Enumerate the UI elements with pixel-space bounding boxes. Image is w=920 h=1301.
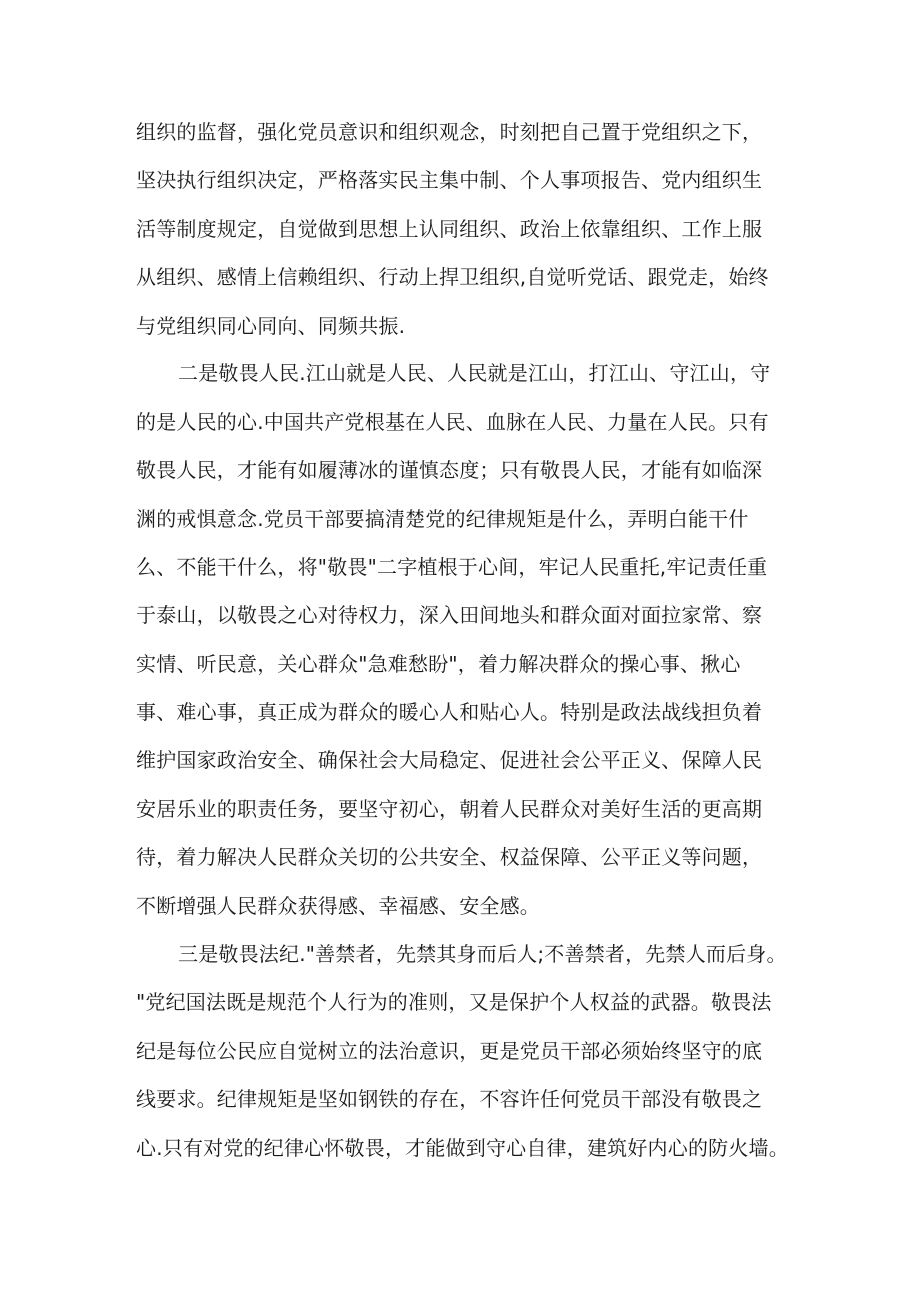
text-line: 不断增强人民群众获得感、幸福感、安全感。 xyxy=(136,894,540,918)
text-line: 与党组织同心同向、同频共振. xyxy=(136,314,406,338)
text-line: "党纪国法既是规范个人行为的准则，又是保护个人权益的武器。敬畏法 xyxy=(136,990,772,1014)
paragraph-start-line: 二是敬畏人民.江山就是人民、人民就是江山，打江山、守江山，守 xyxy=(178,361,771,385)
text-line: 渊的戒惧意念.党员干部要搞清楚党的纪律规矩是什么，弄明白能干什 xyxy=(136,507,749,531)
text-line: 线要求。纪律规矩是坚如钢铁的存在，不容许任何党员干部没有敬畏之 xyxy=(136,1087,763,1111)
text-line: 事、难心事，真正成为群众的暖心人和贴心人。特别是政法战线担负着 xyxy=(136,700,763,724)
text-line: 坚决执行组织决定，严格落实民主集中制、个人事项报告、党内组织生 xyxy=(136,168,763,192)
text-line: 的是人民的心.中国共产党根基在人民、血脉在人民、力量在人民。只有 xyxy=(136,410,769,434)
text-line: 组织的监督，强化党员意识和组织观念，时刻把自己置于党组织之下， xyxy=(136,120,763,144)
text-line: 么、不能干什么，将"敬畏"二字植根于心间，牢记人民重托,牢记责任重 xyxy=(136,555,768,579)
text-line: 实情、听民意，关心群众"急难愁盼"，着力解决群众的操心事、揪心 xyxy=(136,652,741,676)
text-line: 待，着力解决人民群众关切的公共安全、权益保障、公平正义等问题， xyxy=(136,845,763,869)
text-line: 心.只有对党的纪律心怀敬畏，才能做到守心自律，建筑好内心的防火墙。 xyxy=(136,1136,789,1160)
text-line: 敬畏人民，才能有如履薄冰的谨慎态度；只有敬畏人民，才能有如临深 xyxy=(136,458,763,482)
text-line: 安居乐业的职责任务，要坚守初心，朝着人民群众对美好生活的更高期 xyxy=(136,797,763,821)
text-line: 于泰山，以敬畏之心对待权力，深入田间地头和群众面对面拉家常、察 xyxy=(136,603,763,627)
paragraph-start-line: 三是敬畏法纪."善禁者，先禁其身而后人;不善禁者，先禁人而后身。 xyxy=(178,942,787,966)
text-line: 维护国家政治安全、确保社会大局稳定、促进社会公平正义、保障人民 xyxy=(136,748,763,772)
text-line: 活等制度规定，自觉做到思想上认同组织、政治上依靠组织、工作上服 xyxy=(136,217,763,241)
text-line: 纪是每位公民应自觉树立的法治意识，更是党员干部必须始终坚守的底 xyxy=(136,1039,763,1063)
text-line: 从组织、感情上信赖组织、行动上捍卫组织,自觉听党话、跟党走，始终 xyxy=(136,265,769,289)
